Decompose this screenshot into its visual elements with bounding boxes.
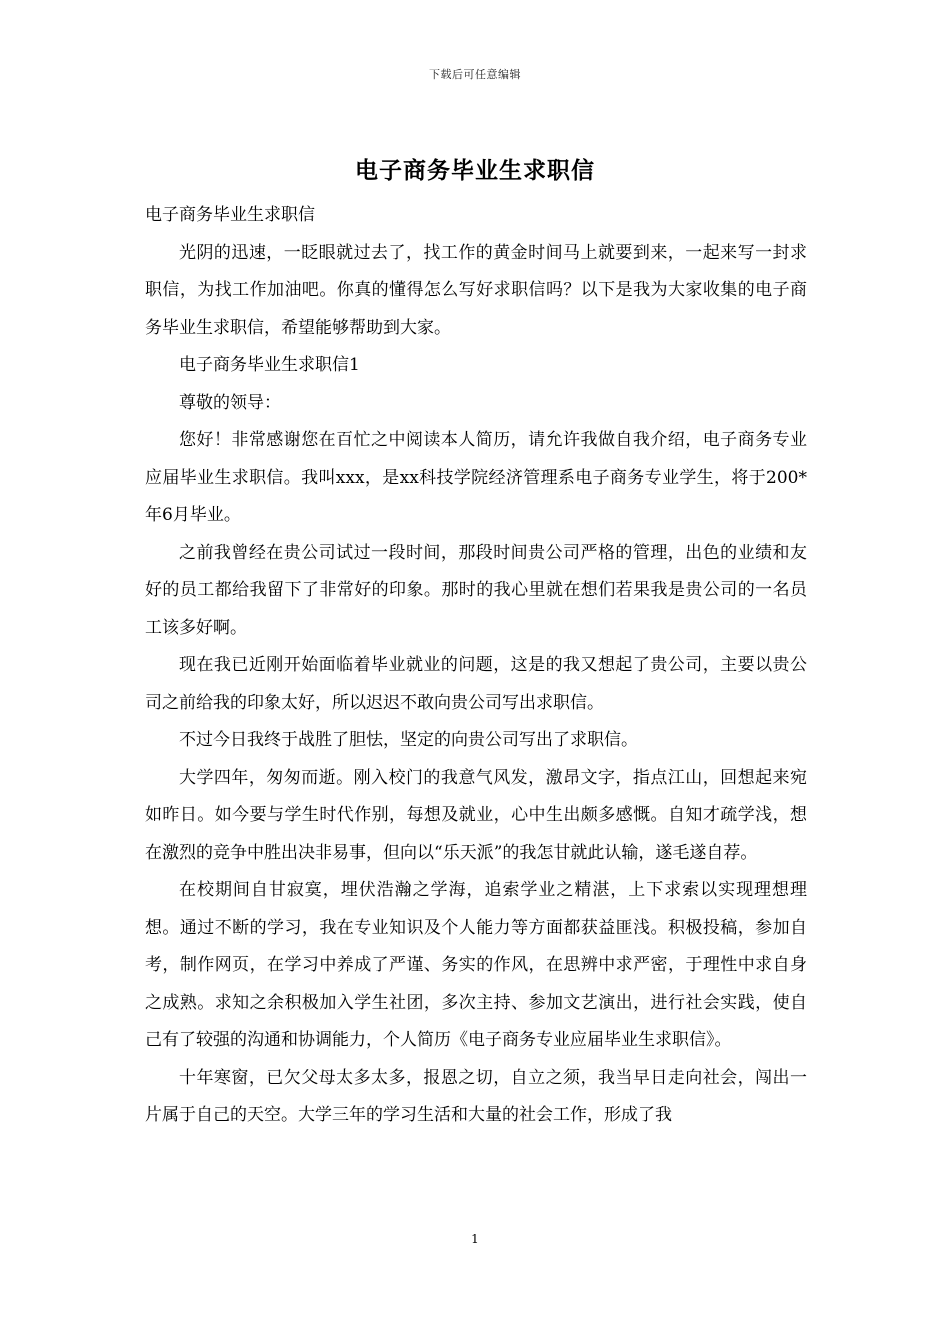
- page-number: 1: [471, 1232, 479, 1246]
- document-title: 电子商务毕业生求职信: [355, 157, 595, 184]
- paragraph: 大学四年，匆匆而逝。刚入校门的我意气风发，激昂文字，指点江山，回想起来宛如昨日。如今要与学生时代作别，每想及就业，心中生出颇多感慨。自知才疏学浅，想在激烈的竞争中胜出决非易事，但向以“乐天派”的我怎甘就此认输，遂毛遂自荐。: [145, 767, 807, 863]
- paragraph: 您好！非常感谢您在百忙之中阅读本人简历，请允许我做自我介绍，电子商务专业应届毕业生求职信。我叫xxx，是xx科技学院经济管理系电子商务专业学生，将于200*年6月毕业。: [145, 430, 807, 525]
- paragraph-subtitle: 电子商务毕业生求职信: [145, 205, 315, 225]
- paragraph: 十年寒窗，已欠父母太多太多，报恩之切，自立之须，我当早日走向社会，闯出一片属于自己的天空。大学三年的学习生活和大量的社会工作，形成了我: [145, 1067, 807, 1125]
- paragraph-intro: 光阴的迅速，一眨眼就过去了，找工作的黄金时间马上就要到来，一起来写一封求职信，为找工作加油吧。你真的懂得怎么写好求职信吗？以下是我为大家收集的电子商务毕业生求职信，希望能够帮助到大家。: [145, 242, 807, 338]
- paragraph: 现在我已近刚开始面临着毕业就业的问题，这是的我又想起了贵公司，主要以贵公司之前给我的印象太好，所以迟迟不敢向贵公司写出求职信。: [145, 655, 807, 713]
- paragraph-letter-heading: 电子商务毕业生求职信1: [179, 355, 360, 375]
- document-body: [145, 197, 807, 1135]
- page-header-note: 下载后可任意编辑: [429, 68, 521, 81]
- paragraph: 在校期间自甘寂寞，埋伏浩瀚之学海，追索学业之精湛，上下求索以实现理想理想。通过不断的学习，我在专业知识及个人能力等方面都获益匪浅。积极投稿，参加自考，制作网页，在学习中养成了严谨、务实的作风，在思辨中求严密，于理性中求自身之成熟。求知之余积极加入学生社团，多次主持、参加文艺演出，进行社会实践，使自己有了较强的沟通和协调能力，个人简历《电子商务专业应届毕业生求职信》。: [145, 880, 807, 1050]
- paragraph: 不过今日我终于战胜了胆怯，坚定的向贵公司写出了求职信。: [179, 730, 638, 750]
- paragraph: 之前我曾经在贵公司试过一段时间，那段时间贵公司严格的管理，出色的业绩和友好的员工都给我留下了非常好的印象。那时的我心里就在想们若果我是贵公司的一名员工该多好啊。: [145, 542, 807, 638]
- paragraph-salutation: 尊敬的领导：: [179, 392, 281, 413]
